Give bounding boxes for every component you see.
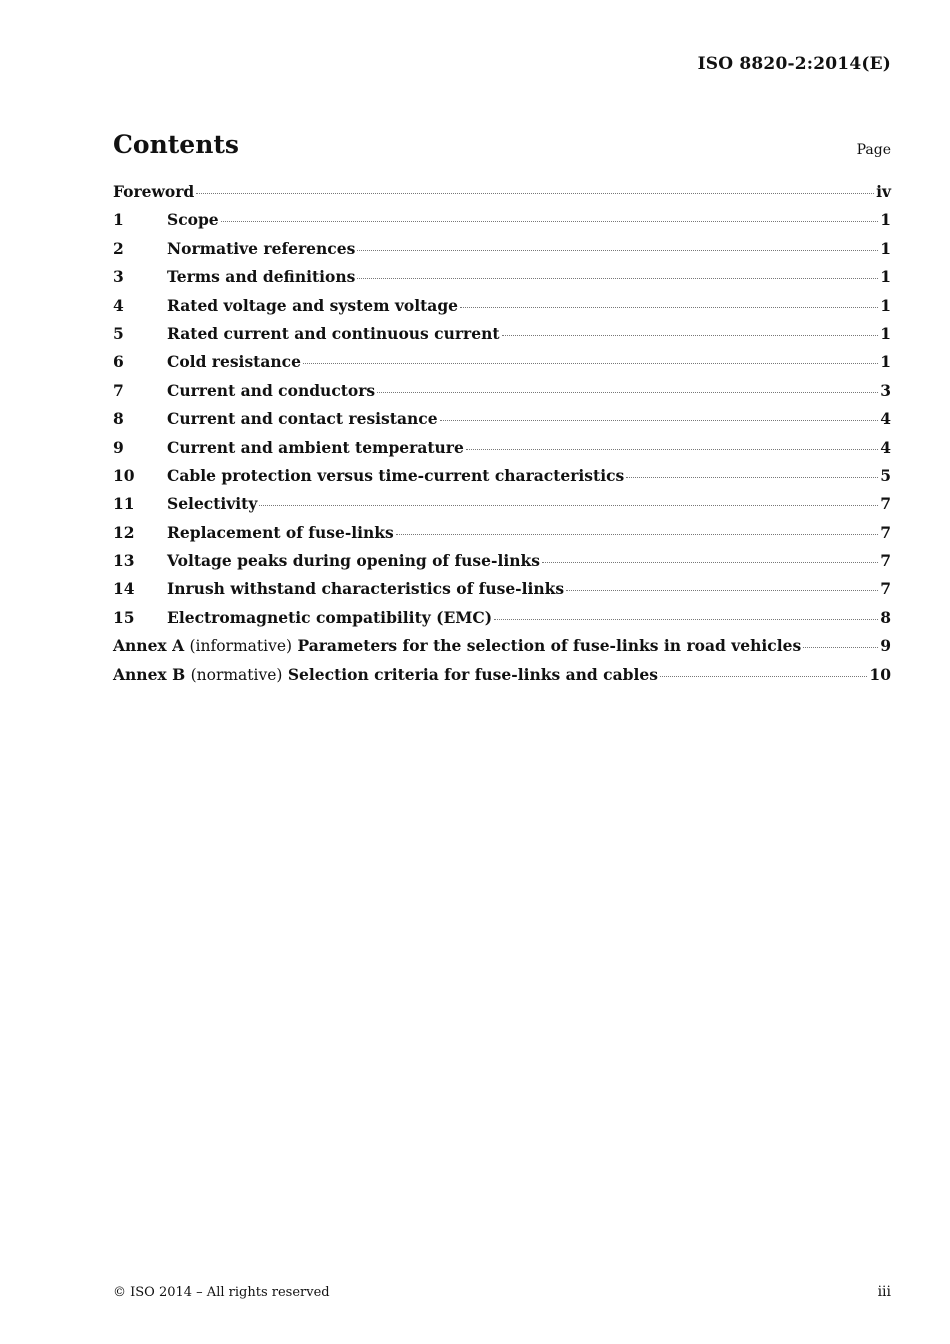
toc-leader-dots: [494, 618, 878, 620]
toc-entry[interactable]: [113, 494, 891, 522]
toc-entry[interactable]: [113, 210, 891, 238]
toc-entry[interactable]: [113, 296, 891, 324]
toc-leader-dots: [440, 419, 879, 421]
contents-title: Contents: [113, 130, 240, 159]
document-id: ISO 8820-2:2014(E): [697, 54, 891, 74]
toc-entry-number: 6: [113, 352, 124, 372]
toc-entry-title: Selectivity: [167, 494, 258, 514]
toc-entry-title: Inrush withstand characteristics of fuse-links: [167, 579, 565, 599]
toc-entry-page: 7: [880, 551, 891, 571]
toc-entry-number: 3: [113, 267, 124, 287]
toc-annex-a[interactable]: [113, 636, 891, 664]
toc-leader-dots: [221, 220, 879, 222]
toc-annex-b[interactable]: [113, 665, 891, 693]
footer-copyright: © ISO 2014 – All rights reserved: [113, 1285, 330, 1300]
toc-entry-title: Terms and definitions: [167, 267, 356, 287]
toc-entry-page: 7: [880, 579, 891, 599]
toc-entry[interactable]: [113, 608, 891, 636]
toc-leader-dots: [660, 675, 867, 677]
annex-title: Parameters for the selection of fuse-links in road vehicles: [297, 636, 802, 656]
toc-entry[interactable]: [113, 381, 891, 409]
toc-entry-number: 11: [113, 494, 135, 514]
toc-leader-dots: [626, 476, 878, 478]
toc-entry-title: Electromagnetic compatibility (EMC): [167, 607, 493, 627]
toc-entry[interactable]: [113, 551, 891, 579]
toc-leader-dots: [377, 391, 878, 393]
toc-entry-page: 8: [880, 607, 891, 627]
toc-entry-number: 13: [113, 551, 135, 571]
toc-entry[interactable]: [113, 523, 891, 551]
toc-entry-page: 10: [869, 664, 891, 684]
toc-entry-title: Rated voltage and system voltage: [167, 295, 459, 315]
annex-kind: (normative): [190, 665, 283, 684]
toc-leader-dots: [196, 192, 874, 194]
toc-leader-dots: [502, 334, 879, 336]
toc-entry-page: 4: [880, 437, 891, 457]
toc-entry-page: 1: [880, 352, 891, 372]
toc-entry-title: Scope: [167, 210, 219, 230]
contents-heading-bar: [113, 130, 891, 166]
footer-page-number: iii: [877, 1284, 891, 1300]
toc-entry-number: 8: [113, 409, 124, 429]
toc-entry-title: Voltage peaks during opening of fuse-links: [167, 551, 540, 571]
toc-leader-dots: [357, 277, 878, 279]
toc-leader-dots: [803, 646, 878, 648]
toc-entry-title: Current and conductors: [167, 380, 376, 400]
toc-entry[interactable]: [113, 438, 891, 466]
toc-leader-dots: [303, 362, 878, 364]
toc-entry-title: Normative references: [167, 238, 356, 258]
toc-entry-title: Current and ambient temperature: [167, 437, 464, 457]
toc-entry-number: 2: [113, 238, 124, 258]
toc-entry[interactable]: [113, 409, 891, 437]
toc-entry-number: 4: [113, 295, 124, 315]
toc-entry-page: iv: [876, 182, 891, 201]
toc-entry-page: 5: [880, 465, 891, 485]
toc-leader-dots: [466, 448, 878, 450]
toc-leader-dots: [396, 533, 878, 535]
toc-entry-title: Cold resistance: [167, 352, 301, 372]
toc-entry-page: 1: [880, 295, 891, 315]
toc-leader-dots: [542, 561, 878, 563]
toc-entry-page: 1: [880, 323, 891, 343]
toc-leader-dots: [259, 504, 878, 506]
table-of-contents: [113, 182, 891, 693]
toc-entry-page: 4: [880, 409, 891, 429]
toc-entry-number: 5: [113, 323, 124, 343]
toc-leader-dots: [566, 589, 878, 591]
toc-entry[interactable]: [113, 267, 891, 295]
toc-annex-title-block: [113, 636, 801, 655]
toc-entry[interactable]: [113, 352, 891, 380]
toc-entry-foreword[interactable]: [113, 182, 891, 210]
toc-entry[interactable]: [113, 579, 891, 607]
toc-entry[interactable]: [113, 324, 891, 352]
annex-title: Selection criteria for fuse-links and cables: [287, 664, 658, 684]
toc-entry-number: 1: [113, 210, 124, 230]
page-column-label: Page: [856, 142, 891, 158]
toc-entry-title: Rated current and continuous current: [167, 323, 500, 343]
toc-entry-page: 7: [880, 494, 891, 514]
toc-annex-title-block: [113, 665, 658, 684]
annex-label: Annex A: [113, 636, 185, 656]
toc-entry-number: 14: [113, 579, 135, 599]
toc-entry-page: 7: [880, 522, 891, 542]
annex-label: Annex B: [113, 664, 186, 684]
toc-entry-number: 7: [113, 380, 124, 400]
toc-entry-page: 1: [880, 210, 891, 230]
toc-entry-page: 3: [880, 380, 891, 400]
toc-entry-number: 10: [113, 465, 135, 485]
toc-entry-title: Replacement of fuse-links: [167, 522, 394, 542]
toc-entry-page: 9: [880, 636, 891, 656]
toc-entry-number: 9: [113, 437, 124, 457]
toc-entry-page: 1: [880, 267, 891, 287]
toc-entry-number: 12: [113, 522, 135, 542]
toc-entry[interactable]: [113, 466, 891, 494]
toc-entry-title: Cable protection versus time-current characteristics: [167, 465, 625, 485]
toc-leader-dots: [460, 306, 878, 308]
toc-leader-dots: [357, 249, 878, 251]
toc-entry-page: 1: [880, 238, 891, 258]
toc-entry-title: Current and contact resistance: [167, 409, 438, 429]
toc-entry-number: 15: [113, 607, 135, 627]
toc-entry[interactable]: [113, 239, 891, 267]
toc-entry-title: Foreword: [113, 182, 195, 201]
annex-kind: (informative): [189, 637, 293, 656]
